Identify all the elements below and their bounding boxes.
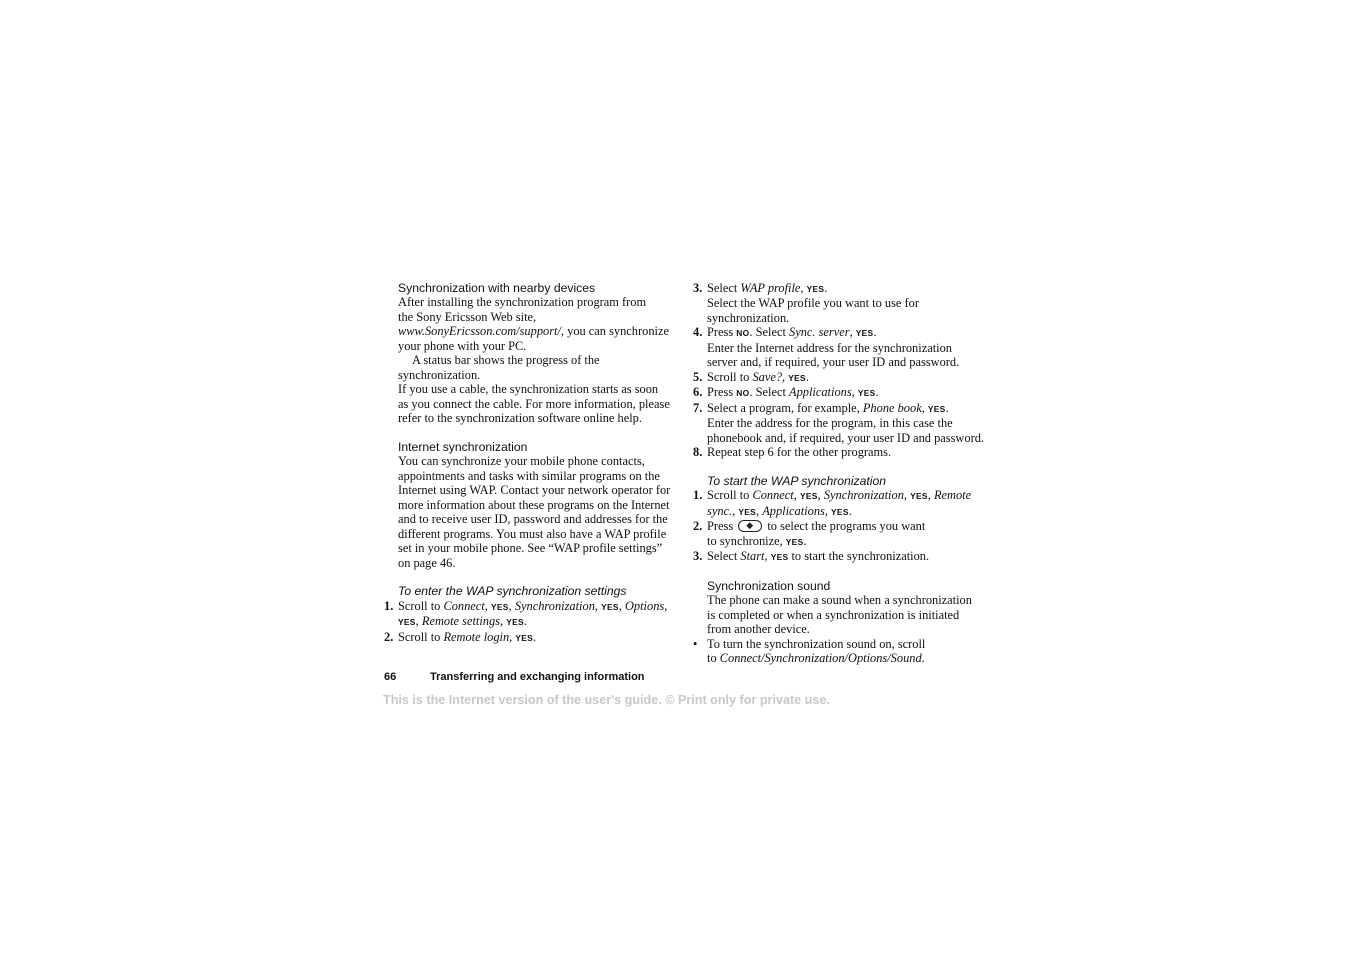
- text-line: After installing the synchronization program from: [398, 295, 647, 310]
- section-heading-internet-sync: Internet synchronization: [398, 439, 528, 454]
- text-line: more information about these programs on the Internet: [398, 497, 670, 512]
- text-line: as you connect the cable. For more information, please: [398, 396, 670, 411]
- text-line: A status bar shows the progress of the synchronization.: [398, 353, 600, 382]
- text-line: different programs. You must also have a WAP profile: [398, 526, 667, 541]
- text-line: on page 46.: [398, 555, 456, 570]
- section-heading-sync-sound: Synchronization sound: [707, 579, 831, 594]
- enter-step-1: 1. Scroll to Connect, YES, Synchronization, YES, Options, YES, Remote settings, YES.: [384, 598, 668, 629]
- left-column: [384, 281, 680, 645]
- support-url: www.SonyEricsson.com/support/: [398, 324, 561, 339]
- enter-step-2: 2. Scroll to Remote login, YES.: [384, 629, 537, 644]
- enter-step-5: 5. Scroll to Save?, YES.: [693, 369, 810, 384]
- sound-paragraph: The phone can make a sound when a synchronization is completed or when a synchronization is initiated from another device.: [707, 593, 972, 637]
- watermark-notice: This is the Internet version of the user's guide. © Print only for private use.: [383, 693, 830, 707]
- navigation-key-icon: [738, 520, 762, 532]
- start-step-3: 3. Select Start, YES to start the synchronization.: [693, 549, 930, 564]
- text-line: set in your mobile phone. See “WAP profile settings”: [398, 541, 663, 556]
- enter-step-3: 3. Select WAP profile, YES. Select the WAP profile you want to use for synchronization.: [693, 281, 919, 325]
- enter-step-4: 4. Press NO. Select Sync. server, YES. Enter the Internet address for the synchronization server and, if required, your user ID and password.: [693, 325, 960, 370]
- nearby-paragraph-1: [384, 295, 680, 353]
- page-footer: [384, 671, 645, 683]
- enter-step-8: 8. Repeat step 6 for the other programs.: [693, 444, 892, 459]
- text-line: and to receive user ID, password and addresses for the: [398, 512, 668, 527]
- text-line: Internet using WAP. Contact your network operator for: [398, 483, 671, 498]
- text-line: appointments and tasks with similar programs on the: [398, 468, 660, 483]
- section-heading-enter-settings: To enter the WAP synchronization settings: [398, 584, 627, 599]
- text-line: the Sony Ericsson Web site,: [398, 309, 537, 324]
- right-column: [693, 281, 993, 666]
- sound-bullet: • To turn the synchronization sound on, scroll to Connect/Synchronization/Options/Sound.: [693, 636, 926, 666]
- enter-step-6: 6. Press NO. Select Applications, YES.: [693, 385, 879, 400]
- start-step-1: 1. Scroll to Connect, YES, Synchronization, YES, Remote sync., YES, Applications, YES.: [693, 488, 972, 518]
- nearby-paragraph-2: [384, 353, 680, 425]
- chapter-title: Transferring and exchanging information: [430, 671, 645, 683]
- start-step-2: 2. Press ◆ to select the programs you want to synchronize, YES.: [693, 519, 993, 549]
- internet-paragraph: [384, 454, 680, 570]
- page-number: 66: [384, 671, 397, 683]
- section-heading-nearby-devices: Synchronization with nearby devices: [398, 281, 596, 295]
- text-line: You can synchronize your mobile phone contacts,: [398, 454, 645, 469]
- enter-step-7: 7. Select a program, for example, Phone book, YES. Enter the address for the program, in this case the phonebook and, if required, your user ID and password.: [693, 400, 984, 445]
- text-line: If you use a cable, the synchronization starts as soon: [398, 382, 659, 397]
- section-heading-start-sync: To start the WAP synchronization: [707, 473, 887, 488]
- text-line: refer to the synchronization software online help.: [398, 411, 642, 426]
- text-line: www.SonyEricsson.com/support/, you can synchronize: [398, 324, 669, 339]
- text-line: your phone with your PC.: [398, 338, 527, 353]
